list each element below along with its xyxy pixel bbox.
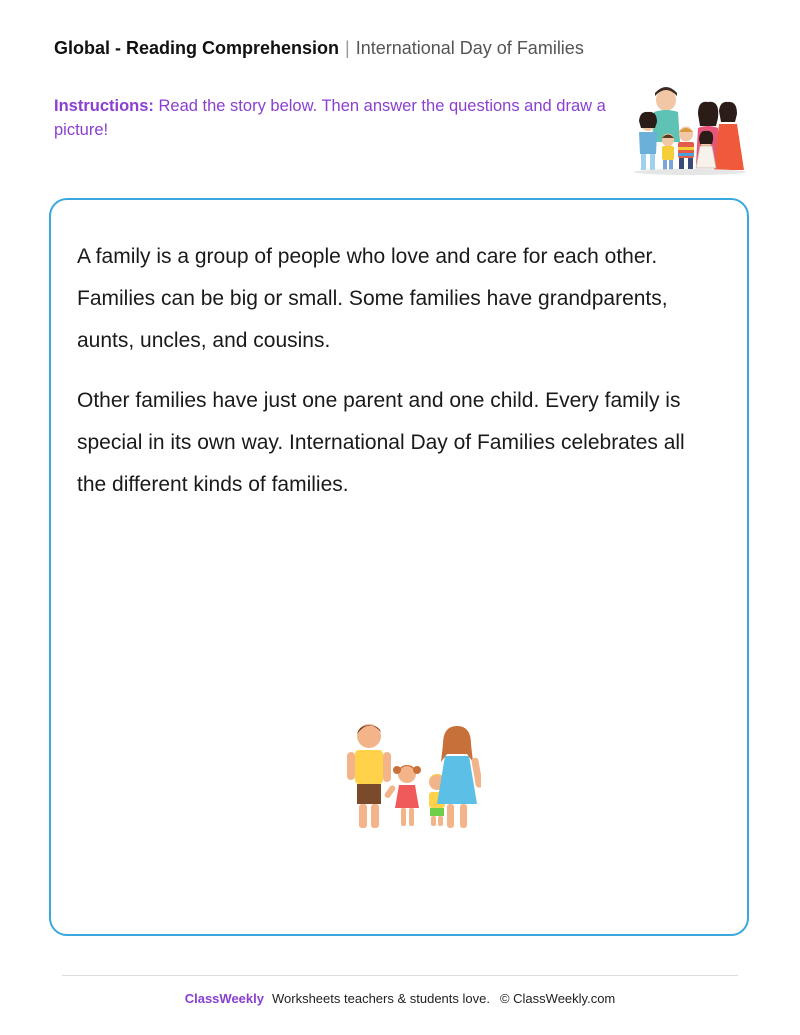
- footer-brand: ClassWeekly: [184, 991, 264, 1006]
- story-paragraph-2: Other families have just one parent and one child. Every family is special in its own way. International Day of Families celebrates all the different kinds of families.: [77, 389, 685, 496]
- instructions: [54, 94, 614, 142]
- footer-copyright: © ClassWeekly.com: [499, 991, 616, 1006]
- story-text: [77, 236, 717, 524]
- family-portrait-clipart: [628, 84, 748, 176]
- footer-divider: [62, 975, 738, 976]
- header-separator: |: [345, 38, 350, 58]
- worksheet-subject: Global - Reading Comprehension: [54, 38, 340, 58]
- worksheet-topic: International Day of Families: [355, 38, 584, 58]
- instructions-text: Read the story below. Then answer the questions and draw a picture!: [54, 97, 606, 139]
- instructions-label: Instructions:: [54, 97, 154, 115]
- footer: [0, 991, 800, 1006]
- family-holding-hands-clipart: [321, 720, 481, 832]
- worksheet-header: [54, 38, 584, 59]
- footer-tagline: Worksheets teachers & students love.: [271, 991, 490, 1006]
- story-paragraph-1: A family is a group of people who love and care for each other. Families can be big or small. Some families have grandparents, aunts, uncles, and cousins.: [77, 245, 668, 352]
- story-box: [49, 198, 749, 936]
